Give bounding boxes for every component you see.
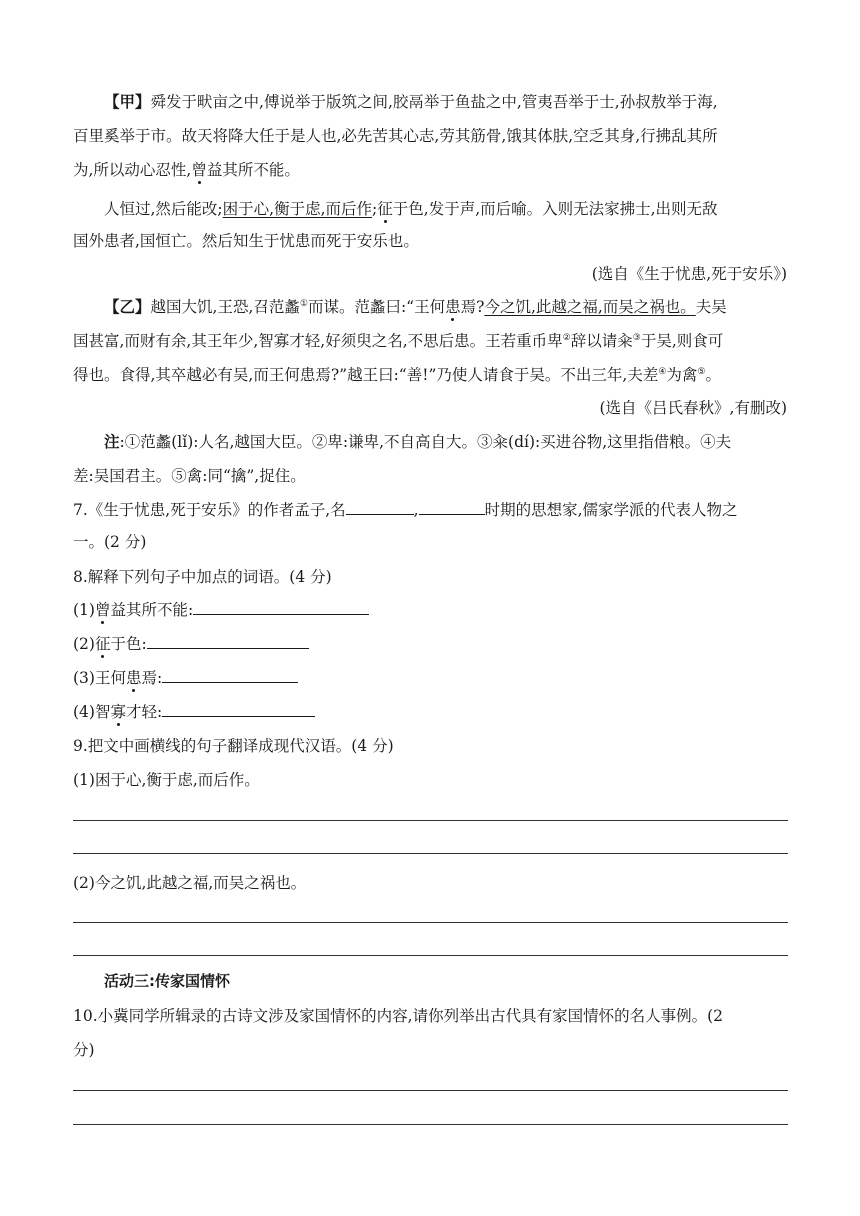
passage-a-text: 为,所以动心忍性, <box>73 161 192 179</box>
passage-a-text: 益其所不能。 <box>206 161 300 179</box>
underlined-sentence-1: 困于心,衡于虑,而后作 <box>222 200 373 218</box>
passage-a-text: 人恒过,然后能改; <box>104 200 223 218</box>
passage-b-line-1 <box>104 296 727 318</box>
footnote-1: ① <box>299 298 308 309</box>
passage-a-line-1 <box>104 91 718 113</box>
passage-a-tag: 【甲】 <box>104 92 151 111</box>
passage-a-text: ; <box>372 200 378 218</box>
passage-b-tag: 【乙】 <box>104 297 151 316</box>
question-8-title: 8.解释下列句子中加点的词语。(4 分) <box>73 568 332 586</box>
item-text: (4)智 <box>73 703 111 721</box>
passage-b-text: 辞以请籴 <box>570 332 633 350</box>
item-text: 才轻: <box>125 703 163 721</box>
question-9-sentence-1: (1)困于心,衡于虑,而后作。 <box>73 771 260 789</box>
answer-blank-8-4[interactable] <box>162 700 315 717</box>
answer-blank-8-3[interactable] <box>162 666 298 683</box>
passage-b-text: 于吴,则食可 <box>640 332 724 350</box>
footnote-4: ④ <box>658 366 667 377</box>
passage-b-text: 为禽 <box>666 366 698 384</box>
question-10-line-1: 10.小冀同学所辑录的古诗文涉及家国情怀的内容,请你列举出古代具有家国情怀的名人事例。(2 <box>73 1007 723 1025</box>
passage-b-text: 得也。食得,其卒越必有吴,而王何患焉?”越王曰:“善!”乃使人请食于吴。不出三年,夫差 <box>73 366 659 384</box>
question-7-line-2: 一。(2 分) <box>73 533 147 551</box>
item-text: 焉: <box>141 669 163 687</box>
notes-text: :①范蠡(lǐ):人名,越国大臣。②卑:谦卑,不自高自大。③籴(dí):买进谷物,这里指借粮。④夫 <box>119 433 732 451</box>
question-9-sentence-2: (2)今之饥,此越之福,而吴之祸也。 <box>73 874 307 892</box>
passage-b-text: 越国大饥,王恐,召范蠡 <box>150 298 300 316</box>
item-text: 益其所不能: <box>110 601 194 619</box>
question-7-line-1 <box>73 498 738 521</box>
footnote-5: ⑤ <box>697 366 706 377</box>
question-7-text: 7.《生于忧患,死于安乐》的作者孟子,名 <box>73 501 346 519</box>
dotted-word-zeng: 曾 <box>191 161 207 179</box>
passage-b-text: 国甚富,而财有余,其王年少,智寡才轻,好须臾之名,不思后患。王若重币卑 <box>73 332 563 350</box>
dotted-word: 征 <box>94 635 111 653</box>
question-8-item-2 <box>73 632 309 655</box>
question-10-line-2: 分) <box>73 1041 95 1059</box>
passage-b-line-2 <box>73 330 723 352</box>
answer-blank-era[interactable] <box>419 498 485 515</box>
answer-blank-8-1[interactable] <box>193 598 369 615</box>
dotted-word-huan: 患 <box>445 298 461 316</box>
answer-blank-8-2[interactable] <box>147 632 309 649</box>
passage-a-text: 舜发于畎亩之中,傅说举于版筑之间,胶鬲举于鱼盐之中,管夷吾举于士,孙叔敖举于海, <box>150 93 718 111</box>
notes-line-2: 差:吴国君主。⑤禽:同“擒”,捉住。 <box>73 467 306 485</box>
question-9-title: 9.把文中画横线的句子翻译成现代汉语。(4 分) <box>73 737 394 755</box>
item-text: (3)王何 <box>73 669 126 687</box>
answer-line[interactable] <box>73 1124 788 1125</box>
item-number: (1) <box>73 601 95 619</box>
passage-a-line-3 <box>73 159 300 181</box>
footnote-2: ② <box>562 332 571 343</box>
passage-a-text: 于色,发于声,而后喻。入则无法家拂士,出则无敌 <box>392 200 718 218</box>
question-7-text: 时期的思想家,儒家学派的代表人物之 <box>484 501 738 519</box>
passage-b-text: 而谋。范蠡曰:“王何 <box>307 298 446 316</box>
passage-b-source: (选自《吕氏春秋》,有删改) <box>599 399 787 417</box>
dotted-word: 寡 <box>110 703 126 721</box>
passage-a-source: (选自《生于忧患,死于安乐》) <box>591 265 787 283</box>
underlined-sentence-2: 今之饥,此越之福,而吴之祸也。 <box>484 298 696 316</box>
passage-b-text: 夫吴 <box>695 298 727 316</box>
answer-line[interactable] <box>73 955 788 956</box>
passage-a-line-4 <box>104 198 718 220</box>
question-7-text: , <box>413 501 419 519</box>
passage-b-text: 焉? <box>460 298 485 316</box>
question-8-item-4 <box>73 700 315 723</box>
notes-label: 注 <box>104 432 120 451</box>
passage-a-line-5: 国外患者,国恒亡。然后知生于忧患而死于安乐也。 <box>73 232 419 250</box>
section-3-heading: 活动三:传家国情怀 <box>104 972 230 990</box>
answer-blank-name[interactable] <box>346 498 414 515</box>
passage-b-line-3 <box>73 364 721 386</box>
answer-line[interactable] <box>73 1090 788 1091</box>
passage-b-text: 。 <box>705 366 722 384</box>
question-8-item-3 <box>73 666 298 689</box>
question-8-item-1 <box>73 598 369 621</box>
item-number: (2) <box>73 635 95 653</box>
item-text: 于色: <box>110 635 147 653</box>
passage-a-line-2: 百里奚举于市。故天将降大任于是人也,必先苦其心志,劳其筋骨,饿其体肤,空乏其身,行拂乱其所 <box>73 127 718 145</box>
answer-line[interactable] <box>73 853 788 854</box>
dotted-word-zheng: 征 <box>377 200 393 218</box>
answer-line[interactable] <box>73 922 788 923</box>
answer-line[interactable] <box>73 820 788 821</box>
dotted-word: 曾 <box>94 601 111 619</box>
dotted-word: 患 <box>125 669 142 687</box>
notes-line-1 <box>104 431 731 453</box>
footnote-3: ③ <box>632 332 641 343</box>
